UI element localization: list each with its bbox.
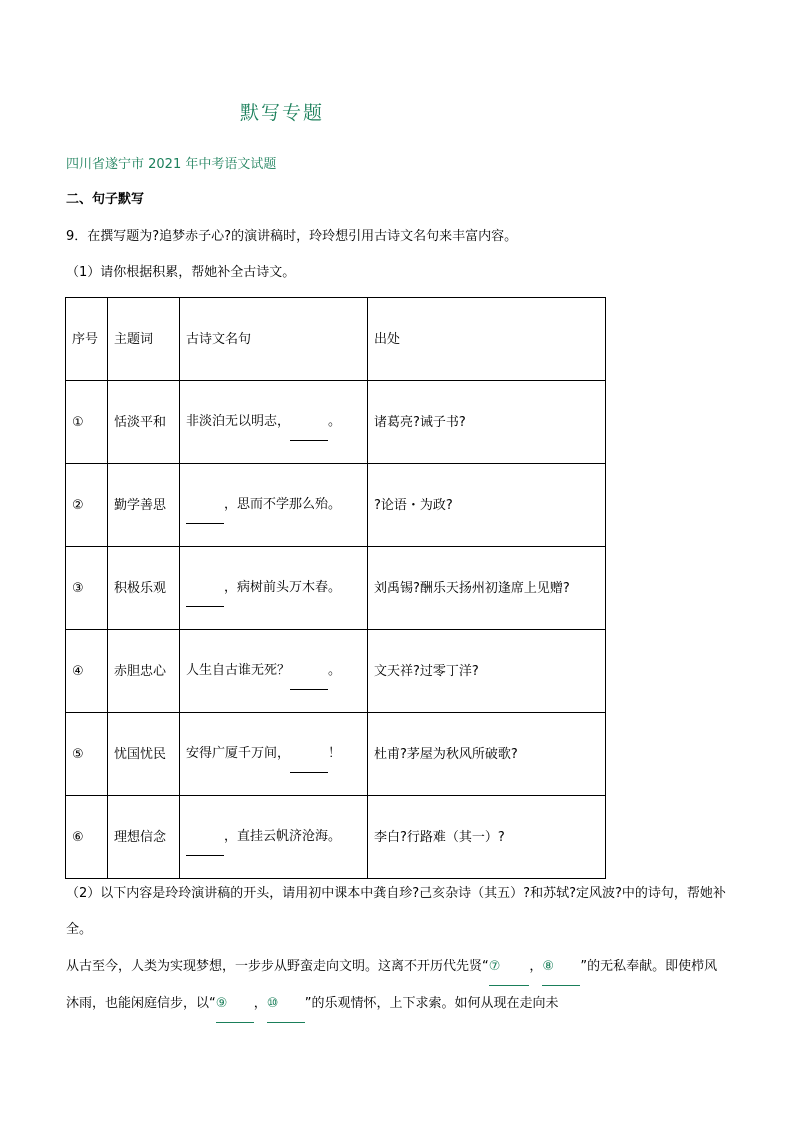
table-row [66,547,606,630]
line-text: ！ [328,746,342,761]
line-text: 。 [328,663,342,678]
row-number: ④ [66,630,108,713]
line-text: ，病树前头万木春。 [224,580,342,595]
blank-9[interactable] [216,986,254,1023]
fill-blank[interactable] [186,818,224,856]
line-text: 非淡泊无以明志， [186,414,291,429]
poem-table [65,297,606,879]
passage-text: ”的无私奉献。即使栉风沐雨，也能闲庭信步，以“ [66,959,718,1011]
row-source: ?论语・为政? [368,464,606,547]
row-line [180,630,368,713]
line-text: ，思而不学那么殆。 [224,497,342,512]
table-row [66,796,606,879]
blank-9-label: ⑨ [215,996,228,1011]
row-topic: 赤胆忠心 [108,630,180,713]
fill-blank[interactable] [290,652,328,690]
question-stem: 9．在撰写题为?追梦赤子心?的演讲稿时，玲玲想引用古诗文名句来丰富内容。 [66,229,518,244]
speech-passage [66,949,730,1023]
header-topic: 主题词 [108,298,180,381]
row-line [180,796,368,879]
header-source: 出处 [368,298,606,381]
row-number: ⑥ [66,796,108,879]
fill-blank[interactable] [186,569,224,607]
blank-10[interactable] [267,986,305,1023]
row-line [180,464,368,547]
blank-8-label: ⑧ [542,959,555,974]
row-source: 文天祥?过零丁洋? [368,630,606,713]
fill-blank[interactable] [290,735,328,773]
passage-text: ”的乐观情怀，上下求索。如何从现在走向未 [304,996,559,1011]
row-topic: 理想信念 [108,796,180,879]
fill-blank[interactable] [290,403,328,441]
exam-source: 四川省遂宁市 2021 年中考语文试题 [66,157,277,172]
blank-7-label: ⑦ [488,959,501,974]
passage-text: ， [253,996,267,1011]
row-line [180,547,368,630]
passage-text: 从古至今，人类为实现梦想，一步步从野蛮走向文明。这离不开历代先贤“ [66,959,489,974]
line-text: 人生自古谁无死？ [186,663,291,678]
table-row [66,713,606,796]
passage-text: ， [529,959,543,974]
row-number: ② [66,464,108,547]
blank-10-label: ⑩ [266,996,279,1011]
table-row [66,464,606,547]
row-topic: 勤学善思 [108,464,180,547]
row-line [180,381,368,464]
row-number: ⑤ [66,713,108,796]
page-title: 默写专题 [240,102,325,124]
row-source: 诸葛亮?诫子书? [368,381,606,464]
row-source: 刘禹锡?酬乐天扬州初逢席上见赠? [368,547,606,630]
row-number: ① [66,381,108,464]
row-source: 李白?行路难（其一）? [368,796,606,879]
row-source: 杜甫?茅屋为秋风所破歌? [368,713,606,796]
row-number: ③ [66,547,108,630]
table-row [66,630,606,713]
line-text: 安得广厦千万间， [186,746,291,761]
row-topic: 恬淡平和 [108,381,180,464]
table-header-row [66,298,606,381]
fill-blank[interactable] [186,486,224,524]
blank-7[interactable] [489,949,530,986]
row-topic: 忧国忧民 [108,713,180,796]
header-number: 序号 [66,298,108,381]
table-row [66,381,606,464]
header-line: 古诗文名句 [180,298,368,381]
part1-instruction: （1）请你根据积累，帮她补全古诗文。 [66,265,296,280]
section-heading: 二、句子默写 [66,192,145,207]
part2-instruction: （2）以下内容是玲玲演讲稿的开头，请用初中课本中龚自珍?己亥杂诗（其五）?和苏轼?定风波?中的诗句，帮她补全。 [66,886,726,937]
line-text: ，直挂云帆济沧海。 [224,829,342,844]
blank-8[interactable] [542,949,580,986]
row-topic: 积极乐观 [108,547,180,630]
row-line [180,713,368,796]
line-text: 。 [328,414,342,429]
